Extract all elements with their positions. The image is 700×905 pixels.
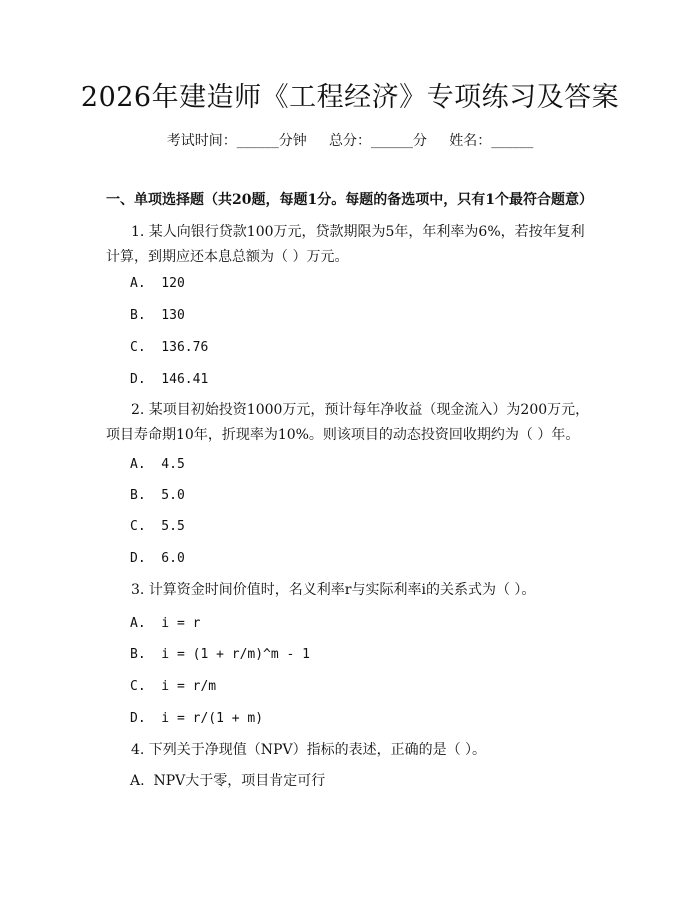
question-1-line-1: 1. 某人向银行贷款100万元，贷款期限为5年，年利率为6%，若按年复利 bbox=[131, 224, 585, 240]
question-4-line-1: 4. 下列关于净现值（NPV）指标的表述，正确的是（ ）。 bbox=[131, 742, 487, 758]
question-2 bbox=[106, 398, 596, 448]
question-2-option-c: C. 5.5 bbox=[130, 519, 185, 534]
question-1-line-2: 计算，到期应还本息总额为（ ）万元。 bbox=[106, 249, 349, 265]
question-1-option-a: A. 120 bbox=[130, 276, 185, 291]
question-2-option-b: B. 5.0 bbox=[130, 488, 185, 503]
question-1-option-d: D. 146.41 bbox=[130, 372, 209, 387]
question-1 bbox=[106, 220, 596, 270]
question-2-line-1: 2. 某项目初始投资1000万元，预计每年净收益（现金流入）为200万元， bbox=[131, 402, 590, 418]
question-2-option-a: A. 4.5 bbox=[130, 457, 185, 472]
question-3-option-a: A. i = r bbox=[130, 616, 201, 631]
question-2-line-2: 项目寿命期10年，折现率为10%。则该项目的动态投资回收期约为（ ）年。 bbox=[106, 427, 580, 443]
question-3-line-1: 3. 计算资金时间价值时，名义利率r与实际利率i的关系式为（ ）。 bbox=[131, 582, 536, 598]
question-2-option-d: D. 6.0 bbox=[130, 551, 185, 566]
document-title: 2026年建造师《工程经济》专项练习及答案 bbox=[80, 82, 620, 113]
question-3-option-c: C. i = r/m bbox=[130, 679, 217, 694]
question-3 bbox=[106, 578, 596, 603]
question-4-option-a: A. NPV大于零，项目肯定可行 bbox=[130, 773, 326, 789]
section-title: 一、单项选择题（共20题，每题1分。每题的备选项中，只有1个最符合题意） bbox=[106, 192, 593, 208]
question-4 bbox=[106, 738, 596, 763]
question-1-option-b: B. 130 bbox=[130, 308, 185, 323]
question-1-option-c: C. 136.76 bbox=[130, 340, 209, 355]
question-3-option-b: B. i = (1 + r/m)^m - 1 bbox=[130, 647, 311, 662]
question-3-option-d: D. i = r/(1 + m) bbox=[130, 711, 264, 726]
exam-info-line: 考试时间：______分钟 总分：______分 姓名：______ bbox=[166, 133, 534, 149]
